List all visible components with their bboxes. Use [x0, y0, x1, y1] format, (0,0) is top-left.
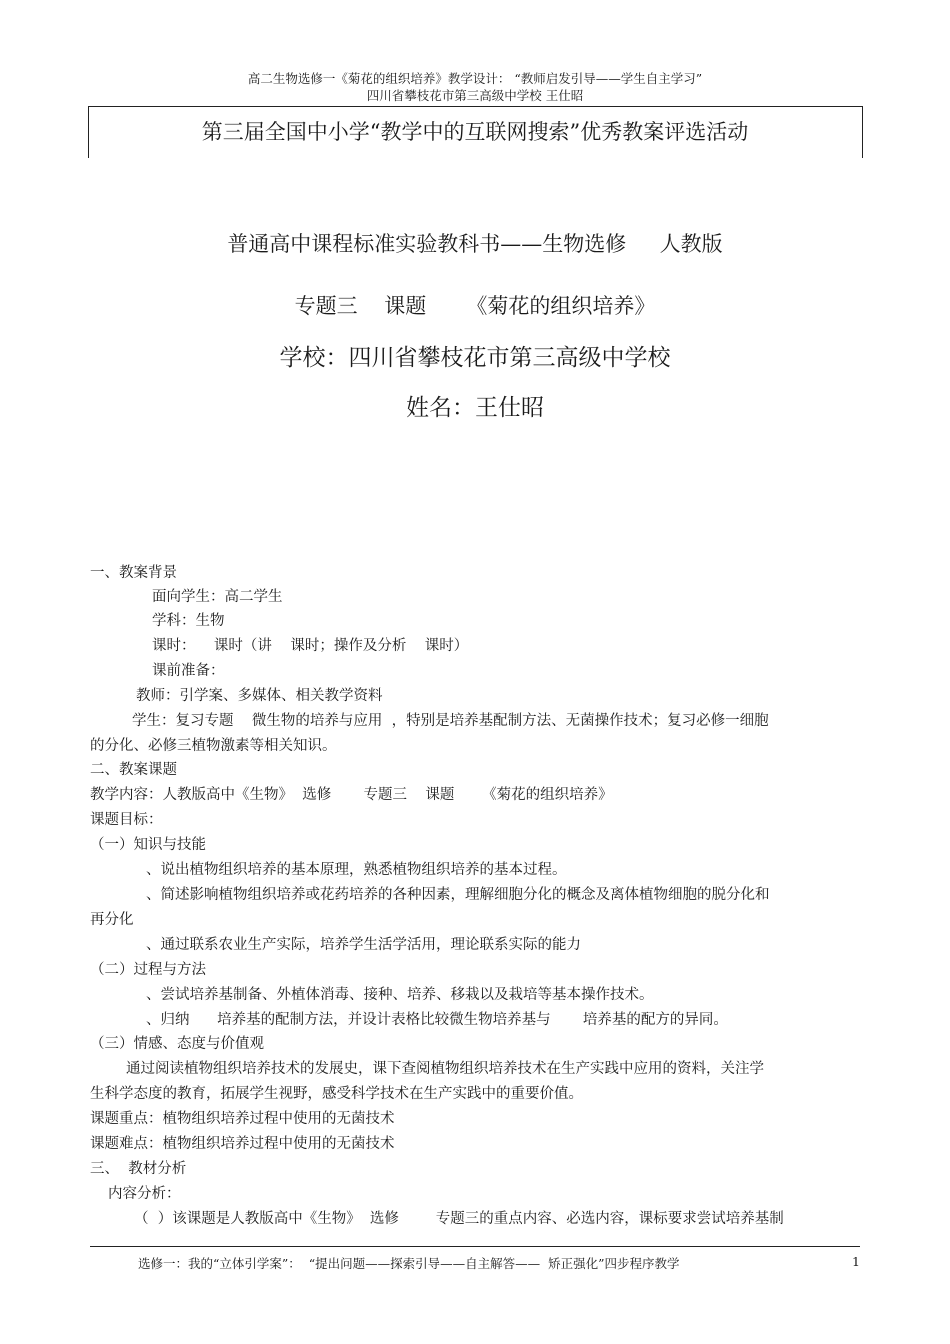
teacher-preparation: 教师：引学案、多媒体、相关教学资料	[136, 688, 383, 704]
goal-item: 、说出植物组织培养的基本原理，熟悉植物组织培养的基本过程。	[146, 862, 567, 878]
textbook-title: 普通高中课程标准实验教科书——生物选修 人教版	[227, 232, 723, 256]
teaching-content: 教学内容：人教版高中《生物》 选修 专题三 课题 《菊花的组织培养》	[90, 787, 613, 803]
section-heading-analysis: 三、 教材分析	[90, 1161, 187, 1177]
goal-item: 、通过联系农业生产实际，培养学生活学活用，理论联系实际的能力	[146, 937, 581, 953]
content-analysis-label: 内容分析：	[108, 1186, 181, 1202]
goal-item-continuation: 再分化	[90, 912, 134, 928]
topic-title: 专题三 课题 《菊花的组织培养》	[294, 294, 656, 318]
header-rule	[88, 106, 863, 107]
contest-title: 第三届全国中小学“教学中的互联网搜索”优秀教案评选活动	[201, 120, 749, 144]
goal-heading-values: （三）情感、态度与价值观	[90, 1036, 264, 1052]
goal-item: 、尝试培养基制备、外植体消毒、接种、培养、移栽以及栽培等基本操作技术。	[146, 987, 654, 1003]
goal-heading-process: （二）过程与方法	[90, 962, 206, 978]
school-line: 学校：四川省攀枝花市第三高级中学校	[279, 345, 671, 371]
footer-rule	[90, 1246, 860, 1247]
running-header-author: 四川省攀枝花市第三高级中学校 王仕昭	[366, 88, 584, 103]
section-heading-background: 一、教案背景	[90, 565, 177, 581]
class-hours: 课时： 课时（讲 课时；操作及分析 课时）	[152, 638, 469, 654]
target-students: 面向学生：高二学生	[152, 589, 283, 605]
goal-heading-knowledge: （一）知识与技能	[90, 837, 206, 853]
running-header-title: 高二生物选修一《菊花的组织培养》教学设计： “教师启发引导——学生自主学习”	[247, 71, 703, 86]
subject: 学科：生物	[152, 613, 225, 629]
difficulty: 课题难点：植物组织培养过程中使用的无菌技术	[90, 1136, 395, 1152]
values-paragraph-line2: 生科学态度的教育，拓展学生视野，感受科学技术在生产实践中的重要价值。	[90, 1086, 583, 1102]
student-preparation-line1: 学生：复习专题 微生物的培养与应用 ，特别是培养基配制方法、无菌操作技术；复习必修一细胞	[132, 713, 769, 729]
student-preparation-line2: 的分化、必修三植物激素等相关知识。	[90, 738, 337, 754]
page-number: 1	[852, 1254, 860, 1269]
goal-item: 、归纳 培养基的配制方法，并设计表格比较微生物培养基与 培养基的配方的异同。	[146, 1012, 728, 1028]
footer-text: 选修一：我的“立体引学案”： “提出问题——探索引导——自主解答—— 矫正强化”四步程序教学	[138, 1256, 680, 1271]
goal-item: 、简述影响植物组织培养或花药培养的各种因素，理解细胞分化的概念及离体植物细胞的脱分化和	[146, 887, 770, 903]
values-paragraph-line1: 通过阅读植物组织培养技术的发展史，课下查阅植物组织培养技术在生产实践中应用的资料，关注学	[126, 1061, 764, 1077]
goals-label: 课题目标：	[90, 812, 163, 828]
content-analysis-item: （ ）该课题是人教版高中《生物》 选修 专题三的重点内容、必选内容，课标要求尝试培养基制	[134, 1211, 784, 1227]
preparation-label: 课前准备：	[152, 663, 225, 679]
key-point: 课题重点：植物组织培养过程中使用的无菌技术	[90, 1111, 395, 1127]
author-line: 姓名：王仕昭	[406, 395, 544, 421]
section-heading-topic: 二、教案课题	[90, 762, 177, 778]
